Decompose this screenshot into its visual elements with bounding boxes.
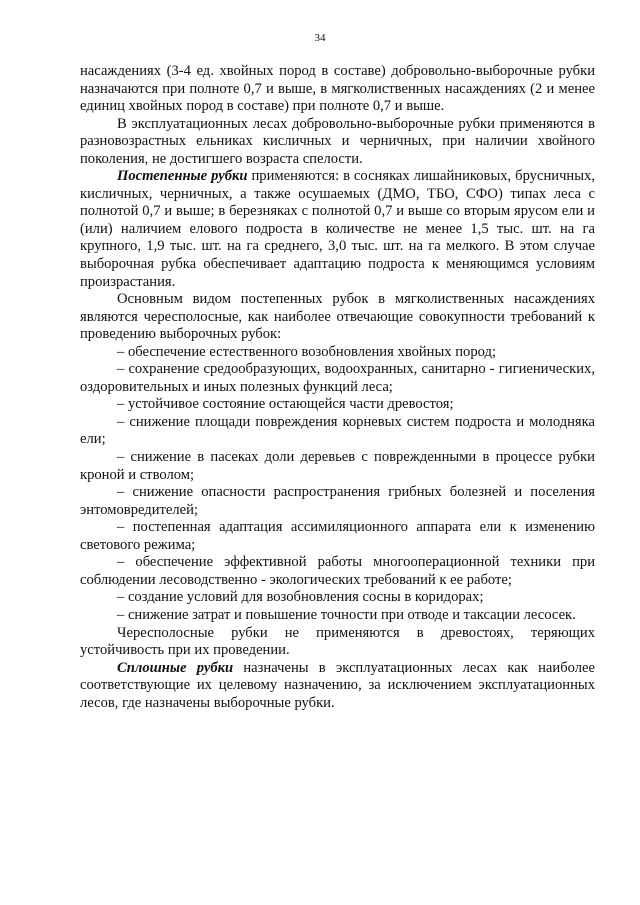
page-number: 34 xyxy=(314,32,326,44)
list-item xyxy=(80,344,595,362)
list-dash: – xyxy=(117,361,129,378)
list-dash: – xyxy=(117,449,131,466)
list-item-text: обеспечение эффективной работы многооперационной техники при соблюдении лесоводственно - экологических требований к ее работе; xyxy=(80,554,596,588)
list-item-text: снижение площади повреждения корневых систем подроста и молодняка ели; xyxy=(80,413,595,448)
list-dash: – xyxy=(117,554,136,571)
list-item xyxy=(80,396,595,414)
list-item-text: снижение в пасеках доли деревьев с поврежденными в процессе рубки кроной и стволом; xyxy=(80,449,595,483)
term-clear-felling: Сплошные рубки xyxy=(117,659,234,676)
list-item xyxy=(80,554,595,589)
paragraph-clear-felling xyxy=(80,660,595,713)
term-gradual-felling: Постепенные рубки xyxy=(117,168,248,185)
list-item-text: снижение опасности распространения грибных болезней и поселения энтомовредителей; xyxy=(80,484,595,518)
list-dash: – xyxy=(117,484,133,501)
list-item xyxy=(80,519,595,554)
requirements-list xyxy=(80,344,595,625)
paragraph-clear-felling-text: назначены в эксплуатационных лесах как наиболее соответствующие их целевому назначению, за исключением эксплуатационных лесов, где назначены выборочные рубки. xyxy=(80,659,595,711)
list-dash: – xyxy=(117,343,128,360)
list-item-text: устойчивое состояние остающейся части древостоя; xyxy=(127,396,454,413)
list-item-text: обеспечение естественного возобновления хвойных пород; xyxy=(127,343,496,360)
paragraph-strip-felling-limits: Чересполосные рубки не применяются в древостоях, теряющих устойчивость при их проведении. xyxy=(80,624,595,659)
paragraph-continuation: насаждениях (3-4 ед. хвойных пород в составе) добровольно-выборочные рубки назначаются при полноте 0,7 и выше, в мягколиственных насаждениях (2 и менее единиц хвойных пород в составе) при полноте 0,7 и выше. xyxy=(80,63,595,115)
paragraph-gradual-felling xyxy=(80,168,595,291)
paragraph-strip-felling-intro: Основным видом постепенных рубок в мягколиственных насаждениях являются чересполосные, как наиболее отвечающие совокупности требований к проведению выборочных рубок: xyxy=(80,291,595,343)
list-item xyxy=(80,414,595,449)
list-dash: – xyxy=(117,606,128,623)
list-item xyxy=(80,589,595,607)
list-dash: – xyxy=(117,519,133,536)
list-dash: – xyxy=(117,396,128,413)
list-item xyxy=(80,361,595,396)
list-item-text: снижение затрат и повышение точности при отводе и таксации лесосек. xyxy=(127,606,576,623)
list-item xyxy=(80,449,595,484)
list-dash: – xyxy=(117,413,130,430)
list-item xyxy=(80,484,595,519)
list-item xyxy=(80,607,595,625)
paragraph-gradual-felling-text: применяются: в сосняках лишайниковых, брусничных, кисличных, черничных, а также осушаемых (ДМО, ТБО, СФО) типах леса с полнотой 0,7 и выше; в березняках с полнотой 0,7 и выше со вторым ярусом ели и (или) наличием елового подроста в количестве не менее 1,5 тыс. шт. на га крупного, 1,9 тыс. шт. на га среднего, 3,0 тыс. шт. на га мелкого. В этом случае выборочная рубка обеспечивает адаптацию подроста к меняющимся условиям произрастания. xyxy=(80,168,595,290)
list-item-text: сохранение средообразующих, водоохранных, санитарно - гигиенических, оздоровительных и иных полезных функций леса; xyxy=(80,361,595,395)
list-item-text: создание условий для возобновления сосны в коридорах; xyxy=(127,589,484,606)
list-dash: – xyxy=(117,589,128,606)
paragraph-exploitation-forests: В эксплуатационных лесах добровольно-выборочные рубки применяются в разновозрастных ельниках кисличных и черничных, при наличии хвойного поколения, не достигшего возраста спелости. xyxy=(80,115,595,167)
list-item-text: постепенная адаптация ассимиляционного аппарата ели к изменению светового режима; xyxy=(80,519,595,553)
document-body xyxy=(80,63,595,712)
